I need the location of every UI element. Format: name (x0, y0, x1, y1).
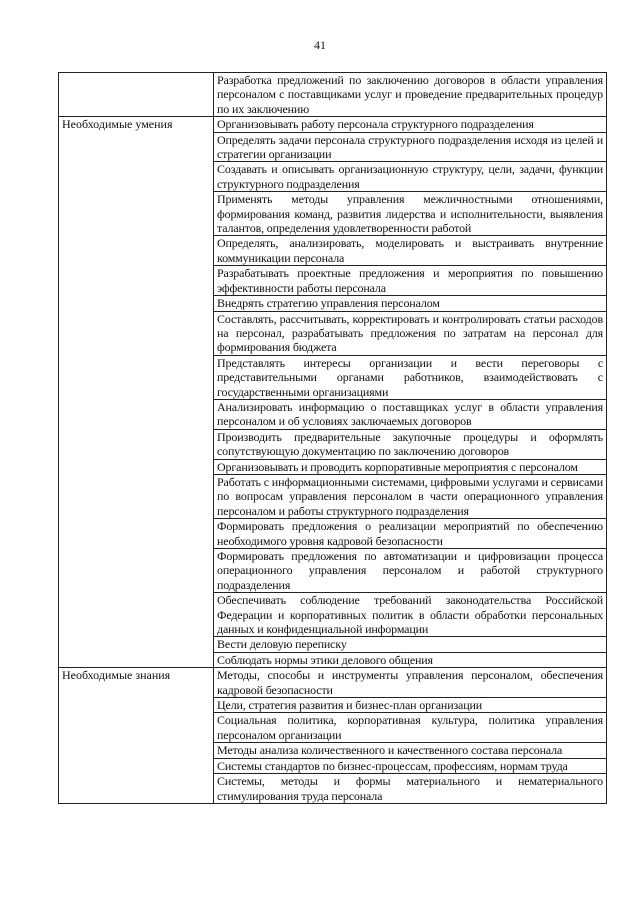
requirement-item: Формировать предложения о реализации мероприятий по обеспечению необходимого уровня кадровой безопасности (214, 519, 607, 549)
table-row (59, 117, 607, 132)
section-label (59, 73, 214, 117)
page-number: 41 (314, 38, 326, 52)
requirement-item: Работать с информационными системами, цифровыми услугами и сервисами по вопросам управления персоналом в части операционного управления персоналом и работы структурного подразделения (214, 474, 607, 518)
requirement-item: Формировать предложения по автоматизации и цифровизации процесса операционного управления персоналом и работой структурного подразделения (214, 549, 607, 593)
requirement-item: Цели, стратегия развития и бизнес-план организации (214, 698, 607, 713)
requirement-item: Разрабатывать проектные предложения и мероприятия по повышению эффективности работы персонала (214, 266, 607, 296)
requirement-item: Создавать и описывать организационную структуру, цели, задачи, функции структурного подразделения (214, 162, 607, 192)
section-label: Необходимые знания (59, 668, 214, 804)
requirement-item: Соблюдать нормы этики делового общения (214, 652, 607, 667)
requirement-item: Производить предварительные закупочные процедуры и оформлять сопутствующую документацию по заключению договоров (214, 429, 607, 459)
table-row (59, 668, 607, 698)
requirement-item: Социальная политика, корпоративная культура, политика управления персоналом организации (214, 713, 607, 743)
section-label: Необходимые умения (59, 117, 214, 668)
requirement-item: Вести деловую переписку (214, 637, 607, 652)
requirement-item: Разработка предложений по заключению договоров в области управления персоналом с поставщиками услуг и проведение предварительных процедур по их заключению (214, 73, 607, 117)
requirement-item: Представлять интересы организации и вести переговоры с представительными органами работников, взаимодействовать с государственными организациями (214, 355, 607, 399)
requirement-item: Анализировать информацию о поставщиках услуг в области управления персоналом и об условиях заключаемых договоров (214, 399, 607, 429)
requirement-item: Системы, методы и формы материального и нематериального стимулирования труда персонала (214, 774, 607, 804)
requirement-item: Системы стандартов по бизнес-процессам, профессиям, нормам труда (214, 758, 607, 773)
requirement-item: Определять задачи персонала структурного подразделения исходя из целей и стратегии организации (214, 132, 607, 162)
requirement-item: Методы анализа количественного и качественного состава персонала (214, 743, 607, 758)
requirements-table (58, 72, 607, 804)
requirement-item: Методы, способы и инструменты управления персоналом, обеспечения кадровой безопасности (214, 668, 607, 698)
requirement-item: Организовывать работу персонала структурного подразделения (214, 117, 607, 132)
requirement-item: Организовывать и проводить корпоративные мероприятия с персоналом (214, 459, 607, 474)
requirement-item: Составлять, рассчитывать, корректировать и контролировать статьи расходов на персонал, разрабатывать предложения по затратам на персонал для формирования бюджета (214, 311, 607, 355)
requirement-item: Применять методы управления межличностными отношениями, формирования команд, развития лидерства и исполнительности, выявления талантов, определения удовлетворенности работой (214, 192, 607, 236)
requirement-item: Внедрять стратегию управления персоналом (214, 296, 607, 311)
table-row (59, 73, 607, 117)
requirement-item: Обеспечивать соблюдение требований законодательства Российской Федерации и корпоративных политик в области обработки персональных данных и конфиденциальной информации (214, 593, 607, 637)
requirement-item: Определять, анализировать, моделировать и выстраивать внутренние коммуникации персонала (214, 236, 607, 266)
